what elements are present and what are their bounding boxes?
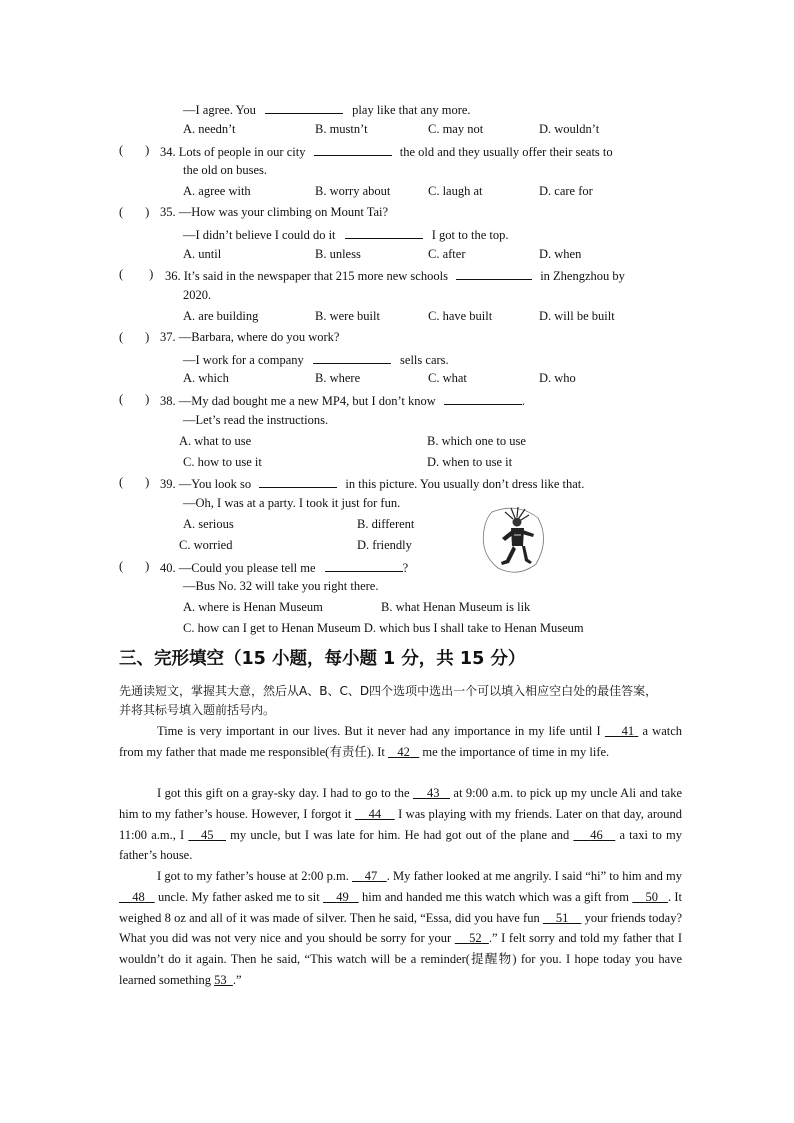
blank-46: 46 (590, 827, 603, 842)
q34-option-b: B. worry about (315, 184, 391, 198)
q37-option-a: A. which (183, 371, 229, 385)
passage-paragraph: I got this gift on a gray-sky day. I had to go to the 43 at 9:00 a.m. to pick up my uncle Ali and take him to my father’s house. However, I forgot it 44 I was playing with my friends. Later on that day, around 11:00 a.m., I 45 my uncle, but I was late for him. He had got out of the plane and 46 a taxi to my father’s house. (119, 786, 683, 863)
q34-option-a: A. agree with (183, 184, 251, 198)
section-heading: 三、完形填空（15 小题，每小题 1 分，共 15 分） (119, 649, 526, 669)
q33-option-a: A. needn’t (183, 122, 236, 136)
q39-stem: 39. —You look so in this picture. You usually don’t dress like that. (160, 474, 584, 492)
answer-paren-35: ( ) (119, 205, 150, 219)
dancing-man-icon (478, 506, 548, 574)
q39-line2: —Oh, I was at a party. I took it just for fun. (183, 496, 401, 510)
q38-option-c: C. how to use it (183, 455, 262, 469)
q40-stem: 40. —Could you please tell me ? (160, 558, 408, 576)
q37-stem: 37. —Barbara, where do you work? (160, 330, 340, 344)
q37-option-c: C. what (428, 371, 467, 385)
section-instruction: 先通读短文，掌握其大意，然后从A、B、C、D四个选项中选出一个可以填入相应空白处的最佳答案， (119, 684, 658, 698)
q37-option-d: D. who (539, 371, 576, 385)
q38-option-b: B. which one to use (427, 434, 526, 448)
answer-blank (259, 474, 337, 488)
q35-option-b: B. unless (315, 247, 361, 261)
q35-option-c: C. after (428, 247, 466, 261)
answer-blank (456, 266, 532, 280)
q33-option-d: D. wouldn’t (539, 122, 600, 136)
q39-option-a: A. serious (183, 517, 234, 531)
q40-option-b: B. what Henan Museum is lik (381, 600, 531, 614)
answer-paren-37: ( ) (119, 330, 150, 344)
answer-blank (325, 558, 403, 572)
q33-line: —I agree. You play like that any more. (183, 100, 471, 118)
q40-option-c: C. how can I get to Henan Museum D. which bus I shall take to Henan Museum (183, 621, 584, 635)
q40-line2: —Bus No. 32 will take you right there. (183, 579, 379, 593)
q39-option-c: C. worried (179, 538, 233, 552)
q39-option-b: B. different (357, 517, 415, 531)
answer-blank (265, 100, 343, 114)
q35-option-a: A. until (183, 247, 222, 261)
blank-51: 51 (555, 910, 569, 925)
q33-option-c: C. may not (428, 122, 484, 136)
q36-option-b: B. were built (315, 309, 380, 323)
answer-paren-40: ( ) (119, 559, 150, 573)
passage-paragraph: Time is very important in our lives. But it never had any importance in my life until I 41 a watch from my father that made me responsible(有责任). It 42 me the importance of time in my life. (119, 724, 683, 759)
q34-stem-cont: the old on buses. (183, 163, 268, 177)
answer-paren-39: ( ) (119, 475, 150, 489)
blank-53: 53 (214, 972, 227, 987)
answer-blank (314, 142, 392, 156)
q36-option-c: C. have built (428, 309, 493, 323)
q35-option-d: D. when (539, 247, 582, 261)
q37-line2: —I work for a company sells cars. (183, 350, 449, 368)
q40-option-a: A. where is Henan Museum (183, 600, 323, 614)
blank-44: 44 (368, 806, 382, 821)
q35-line2: —I didn’t believe I could do it I got to the top. (183, 225, 509, 243)
q33-option-b: B. mustn’t (315, 122, 368, 136)
blank-49: 49 (336, 889, 349, 904)
q39-option-d: D. friendly (357, 538, 412, 552)
passage-paragraph: I got to my father’s house at 2:00 p.m. 47 . My father looked at me angrily. I said “hi” to him and my 48 uncle. My father asked me to sit 49 him and handed me this watch which was a gift from 50 . It weighed 8 oz and all of it was made of silver. Then he said, “Essa, did you have fun 51 your friends today? What you did was not very nice and you should be sorry for your 52 .” I felt sorry and told my father that I wouldn’t do it again. Then he said, “This watch will be a reminder(提醒物) for you. I hope today you have learned something 53 .” (119, 869, 683, 987)
dancing-man-illustration (478, 506, 548, 574)
answer-blank (313, 350, 391, 364)
answer-paren-34: ( ) (119, 143, 150, 157)
q38-option-d: D. when to use it (427, 455, 513, 469)
answer-blank (345, 225, 423, 239)
blank-41: 41 (621, 724, 635, 738)
answer-paren-36: ( ) (119, 267, 154, 281)
q36-stem: 36. It’s said in the newspaper that 215 more new schools in Zhengzhou by (165, 266, 625, 284)
q36-option-a: A. are building (183, 309, 259, 323)
blank-43: 43 (426, 786, 440, 800)
blank-48: 48 (132, 889, 145, 904)
blank-42: 42 (397, 744, 410, 759)
q35-stem: 35. —How was your climbing on Mount Tai? (160, 205, 389, 219)
blank-47: 47 (364, 869, 378, 883)
q37-option-b: B. where (315, 371, 361, 385)
q34-option-d: D. care for (539, 184, 593, 198)
q38-line2: —Let’s read the instructions. (183, 413, 329, 427)
q36-option-d: D. will be built (539, 309, 615, 323)
q38-option-a: A. what to use (179, 434, 252, 448)
blank-50: 50 (645, 889, 659, 904)
q34-option-c: C. laugh at (428, 184, 483, 198)
section-instruction-cont: 并将其标号填入题前括号内。 (119, 703, 276, 717)
answer-blank (444, 391, 522, 405)
blank-45: 45 (200, 827, 214, 842)
q34-stem: 34. Lots of people in our city the old and they usually offer their seats to (160, 142, 613, 160)
q38-stem: 38. —My dad bought me a new MP4, but I don’t know . (160, 391, 525, 409)
blank-52: 52 (469, 931, 482, 946)
q36-stem-cont: 2020. (183, 288, 212, 302)
answer-paren-38: ( ) (119, 392, 150, 406)
